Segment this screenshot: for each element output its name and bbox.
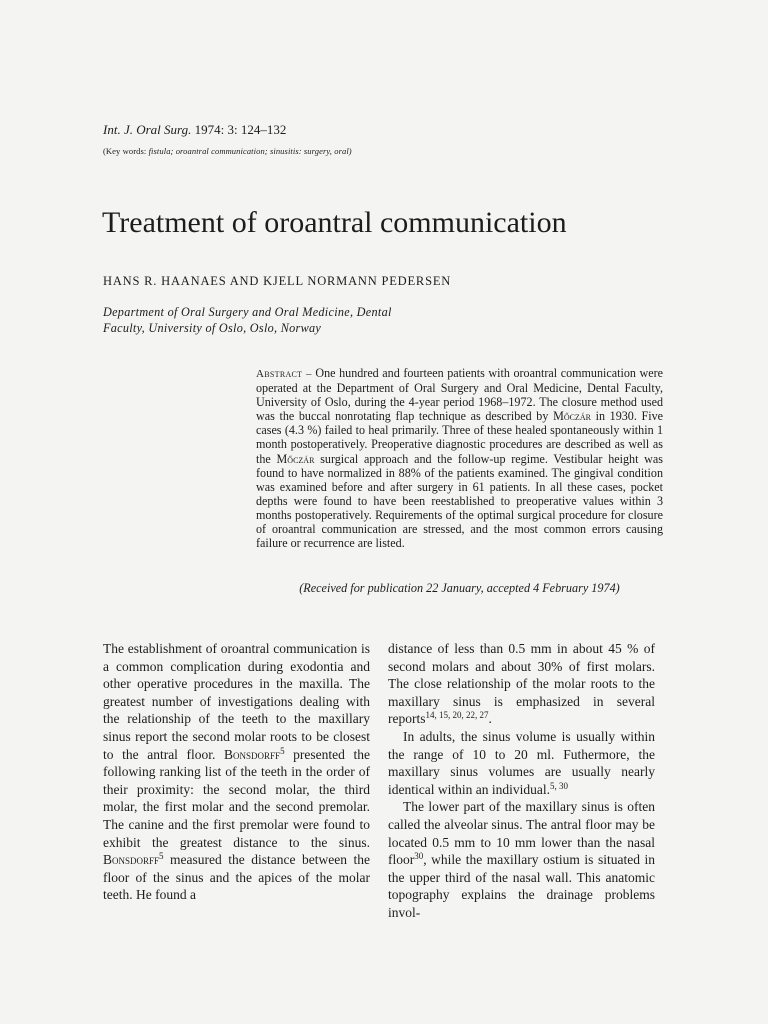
abstract <box>256 366 663 550</box>
body-paragraph <box>388 640 655 728</box>
keywords-label: (Key words: <box>103 146 147 156</box>
author-name-moczar-2: Mőczár <box>276 451 315 466</box>
body-paragraph <box>103 640 370 904</box>
journal-citation <box>103 122 286 138</box>
affiliation-line-1: Department of Oral Surgery and Oral Medicine, Dental <box>103 305 392 319</box>
abstract-text-b: in 1930. Five cases (4.3 %) failed to heal primarily. Three of these healed spontaneously within 1 month postoperatively. Preoperative diagnostic procedures are described as well as the <box>256 409 664 466</box>
keywords-text: fistula; oroantral communication; sinusitis: surgery, oral) <box>148 146 352 156</box>
body-text: The establishment of oroantral communication is a common complication during exodontia and other operative procedures in the maxilla. The greatest number of investigations dealing with the relationship of the teeth to the maxillary sinus report the second molar roots to be closest to the antral floor. <box>103 641 370 762</box>
abstract-text-c: surgical approach and the follow-up regime. Vestibular height was found to have normalized in 88% of the patients examined. The gingival condition was examined before and after surgery in 61 patients. In all these cases, pocket depths were found to have been reestablished to preoperative values within 3 months postoperatively. Requirements of the optimal surgical procedure for closure of oroantral communication are stressed, and the most common errors causing failure or recurrence are listed. <box>256 451 663 551</box>
journal-name: Int. J. Oral Surg. <box>103 122 192 137</box>
body-paragraph <box>388 728 655 798</box>
abstract-label: Abstract – <box>256 368 315 380</box>
body-text: distance of less than 0.5 mm in about 45 % of second molars and about 30% of first molars. The close relationship of the molar roots to the maxillary sinus is emphasized in several reports <box>388 641 655 727</box>
journal-volume-pages: 1974: 3: 124–132 <box>194 122 287 137</box>
body-column-right <box>388 640 655 922</box>
affiliation <box>103 305 392 336</box>
author-name-moczar: Mőczár <box>553 409 591 424</box>
authors: HANS R. HAANAES AND KJELL NORMANN PEDERSEN <box>103 274 452 288</box>
affiliation-line-2: Faculty, University of Oslo, Oslo, Norway <box>103 320 322 335</box>
reference-marker: 14, 15, 20, 22, 27 <box>425 710 489 721</box>
received-note: (Received for publication 22 January, accepted 4 February 1974) <box>299 581 620 595</box>
body-text: . <box>488 711 492 727</box>
body-text: measured the distance between the floor of the sinus and the apices of the molar teeth. He found a <box>103 852 371 903</box>
body-column-left <box>103 640 370 904</box>
reference-marker: 30 <box>414 851 424 862</box>
body-text: In adults, the sinus volume is usually within the range of 10 to 20 ml. Futhermore, the maxillary sinus volumes are usually nearly identical within an individual. <box>388 728 655 797</box>
keywords-line <box>103 146 352 156</box>
reference-marker: 5 <box>159 851 164 862</box>
reference-marker: 5, 30 <box>549 780 568 791</box>
body-paragraph <box>388 798 655 921</box>
author-name-bonsdorff: Bonsdorff <box>224 746 281 762</box>
reference-marker: 5 <box>280 745 285 756</box>
body-text: presented the following ranking list of the teeth in the order of their proximity: the second molar, the third molar, the first molar and the second premolar. The canine and the first premolar were found to exhibit the greatest distance to the sinus. <box>103 746 370 850</box>
article-title: Treatment of oroantral communication <box>102 206 567 239</box>
body-text: , while the maxillary ostium is situated in the upper third of the nasal wall. This anatomic topography explains the drainage problems invol- <box>388 852 655 920</box>
body-text: The lower part of the maxillary sinus is often called the alveolar sinus. The antral floor may be located 0.5 mm to 10 mm lower than the nasal floor <box>388 799 655 868</box>
author-name-bonsdorff: Bonsdorff <box>103 852 160 868</box>
abstract-text-a: One hundred and fourteen patients with oroantral communication were operated at the Department of Oral Surgery and Oral Medicine, Dental Faculty, University of Oslo, during the 4-year period 1968–1972. The closure method used was the buccal nonrotating flap technique as described by <box>256 366 664 424</box>
